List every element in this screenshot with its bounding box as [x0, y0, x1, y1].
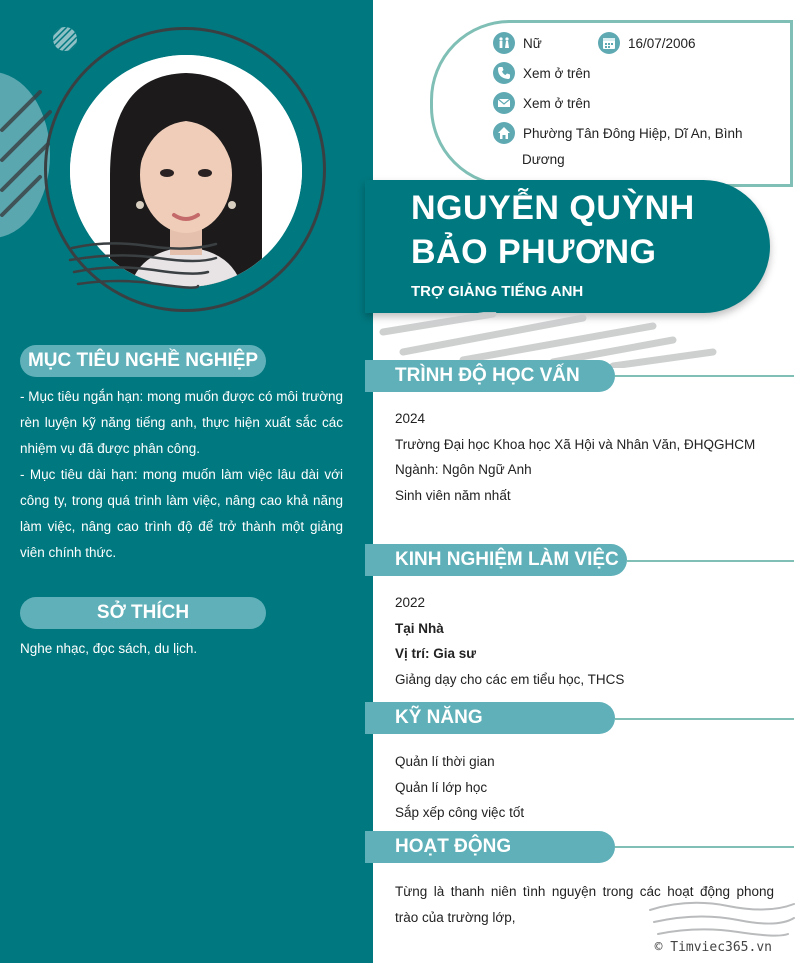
- home-icon: [493, 122, 515, 144]
- skills-divider: [615, 718, 794, 720]
- gender-icon: [493, 32, 515, 54]
- address-line1: Phường Tân Đông Hiệp, Dĩ An, Bình: [523, 125, 743, 141]
- contact-phone: [493, 62, 590, 84]
- dob-value: 16/07/2006: [628, 35, 696, 51]
- contact-email: [493, 92, 590, 114]
- brush-lines-decoration: [68, 238, 218, 296]
- email-value: Xem ở trên: [523, 95, 591, 111]
- experience-content: [395, 590, 624, 692]
- activities-heading: HOẠT ĐỘNG: [365, 831, 615, 863]
- name-banner: [365, 180, 770, 313]
- experience-divider: [627, 560, 794, 562]
- phone-value: Xem ở trên: [523, 65, 591, 81]
- left-column: [0, 0, 373, 963]
- watermark: © Timviec365.vn: [654, 940, 772, 955]
- education-major: Ngành: Ngôn Ngữ Anh: [395, 462, 532, 477]
- mail-icon: [493, 92, 515, 114]
- skill-item: Sắp xếp công việc tốt: [395, 805, 525, 820]
- experience-position: Vị trí: Gia sư: [395, 646, 477, 661]
- objective-long-term: - Mục tiêu dài hạn: mong muốn làm việc lâu dài với công ty, trong quá trình làm việc, nâng cao khả năng làm việc, nâng cao trình độ để trở thành một giảng viên chính thức.: [20, 467, 343, 560]
- contact-address: [493, 122, 743, 144]
- objective-short-term: - Mục tiêu ngắn hạn: mong muốn được có môi trường rèn luyện kỹ năng tiếng anh, thực hiện xuất sắc các nhiệm vụ đã được phân công.: [20, 389, 343, 456]
- activities-text: Từng là thanh niên tình nguyện trong các hoạt động phong trào của trường lớp,: [395, 884, 774, 925]
- experience-description: Giảng dạy cho các em tiểu học, THCS: [395, 671, 625, 687]
- name-line1: NGUYỄN QUỲNH: [411, 189, 695, 227]
- address-line2: Dương: [522, 152, 565, 167]
- education-school: Trường Đại học Khoa học Xã Hội và Nhân Văn, ĐHQGHCM: [395, 436, 756, 452]
- skill-item: Quản lí thời gian: [395, 754, 495, 769]
- objective-text: [20, 384, 343, 566]
- education-divider: [615, 375, 794, 377]
- contact-gender: [493, 32, 542, 54]
- skills-list: [395, 749, 524, 826]
- experience-year: 2022: [395, 595, 426, 610]
- skill-item: Quản lí lớp học: [395, 779, 488, 795]
- contact-dob: [598, 32, 696, 54]
- hobbies-text: Nghe nhạc, đọc sách, du lịch.: [20, 641, 198, 656]
- phone-icon: [493, 62, 515, 84]
- skills-heading: KỸ NĂNG: [365, 702, 615, 734]
- calendar-icon: [598, 32, 620, 54]
- experience-heading: KINH NGHIỆM LÀM VIỆC: [365, 544, 627, 576]
- full-name: [411, 186, 695, 274]
- education-status: Sinh viên năm nhất: [395, 487, 511, 503]
- gender-value: Nữ: [523, 35, 542, 51]
- hobbies-heading: SỞ THÍCH: [20, 597, 266, 629]
- activities-divider: [615, 846, 794, 848]
- education-content: [395, 406, 755, 508]
- objective-heading: MỤC TIÊU NGHỀ NGHIỆP: [20, 345, 266, 377]
- experience-company: Tại Nhà: [395, 620, 444, 636]
- education-year: 2024: [395, 411, 426, 426]
- job-title: TRỢ GIẢNG TIẾNG ANH: [411, 283, 584, 300]
- name-line2: BẢO PHƯƠNG: [411, 233, 657, 271]
- striped-dot-decoration: [53, 27, 77, 51]
- education-heading: TRÌNH ĐỘ HỌC VẤN: [365, 360, 615, 392]
